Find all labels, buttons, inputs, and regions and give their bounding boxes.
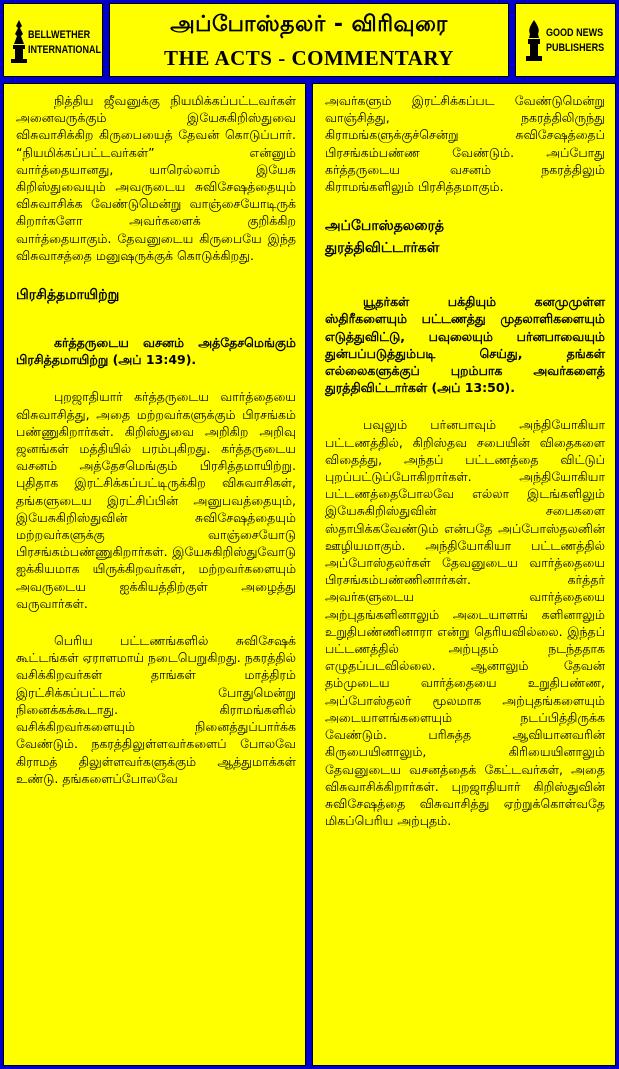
bellwether-logo: [3, 3, 103, 77]
logo-left-line1: BELLWETHER: [28, 29, 91, 41]
paragraph: பெரிய பட்டணங்களில் சுவிசேஷக் கூட்டங்கள் ஏராளமாய் நடைபெறுகிறது. நகரத்தில் வசிக்கிறவர்கள் தாங்கள் மாத்திரம் இரட்சிக்கப்பட்டால் போதுமென்று நினைக்கக்கூடாது. கிராமங்களில் வசிக்கிறவர்களையும் நினைத்துப்பார்க்க வேண்டும். நகரத்திலுள்ளவர்களைப் போலவே கிராமத் திலுள்ளவர்களுக்கும் ஆத்துமாக்கள் உண்டு. தங்களைப்போலவே: [16, 633, 296, 786]
logo-right-line1: GOOD NEWS: [546, 27, 604, 39]
lamp-icon: [524, 18, 544, 64]
title-english: THE ACTS - COMMENTARY: [164, 46, 454, 70]
right-column: [312, 83, 616, 1066]
logo-right-line2: PUBLISHERS: [546, 42, 605, 54]
good-news-logo-text: [546, 26, 604, 56]
paragraph: பவுலும் பர்னபாவும் அந்தியோகியா பட்டணத்தில், கிறிஸ்தவ சபையின் விதைகளை விதைத்து, அந்தப் பட்டணத்தை விட்டுப் புறப்பட்டுப்போகிறார்கள். அந்தியோகியா பட்டணத்தைபோலவே எல்லா இடங்களிலும் இயேசுகிறிஸ்துவின் சபைகளை ஸ்தாபிக்கவேண்டும் என்பதே அப்போஸ்தலனின் ஊழியமாகும். அந்தியோகியா பட்டணத்தில் அப்போஸ்தலர்கள் தேவனுடைய வார்த்தையை பிரசங்கம்பண்ணினார்கள். கர்த்தர் அவர்களுடைய வார்த்தையை அற்புதங்களினாலும் அடையாளங் களினாலும் உறுதிபண்ணினாரா என்று தெரியவில்லை. இந்தப் பட்டணத்தில் அற்புதம் நடந்ததாக எழுதப்படவில்லை. ஆனாலும் தேவன் தம்முடைய வார்த்தையை உறுதிபண்ண, அப்போஸ்தலர் மூலமாக அற்புதங்களையும் அடையாளங்களையும் நடப்பித்திருக்க வேண்டும். பரிசுத்த ஆவியானவரின் கிருபையினாலும், கிரியையினாலும் தேவனுடைய வசனத்தைக் கேட்டவர்கள், அதை விசுவாசிக்கிறார்கள். புறஜாதியார் கிறிஸ்துவின் சுவிசேஷத்தை விசுவாசித்து ஏற்றுக்கொள்வதே மிகப்பெரிய அற்புதம்.: [325, 417, 605, 829]
paragraph: புறஜாதியார் கர்த்தருடைய வார்த்தையை விசுவாசித்து, அதை மற்றவர்களுக்கும் பிரசங்கம் பண்ணுகிறார்கள். கிறிஸ்துவை அறிகிற அறிவு ஜனங்கள் மத்தியில் பரம்புகிறது. கர்த்தருடைய வசனம் அத்தேசமெங்கும் பிரசித்தமாயிற்று. புதிதாக இரட்சிக்கப்பட்டிருக்கிற விசுவாசிகள், தங்களுடைய இரட்சிப்பின் அனுபவத்தையும், இயேசுகிறிஸ்துவின் சுவிசேஷத்தையும் மற்றவர்களுக்கு வாஞ்சையோடு பிரசங்கம்பண்ணுகிறார்கள். இயேசுகிறிஸ்துவோடு ஐக்கியமாக யிருக்கிறவர்கள், மற்றவர்களையும் அவருடைய ஐக்கியத்திற்குள் அழைத்து வருவார்கள்.: [16, 389, 296, 611]
good-news-logo: [515, 3, 616, 77]
paragraph: நித்திய ஜீவனுக்கு நியமிக்கப்பட்டவர்கள் அனைவருக்கும் இயேசுகிறிஸ்துவை விசுவாசிக்கிற கிருபையைத் தேவன் கொடுப்பார். “நியமிக்கப்பட்டவர்கள்” என்னும் வார்த்தையானது, யாரெல்லாம் இயேசு கிறிஸ்துவையும் அவருடைய சுவிசேஷத்தையும் விசுவாசிக்க வேண்டுமென்று வாஞ்சையோடிருக் கிறார்களோ அவர்களைக் குறிக்கிற வார்த்தையாகும். தேவனுடைய கிருபையே இந்த விசுவாசத்தை மனுஷருக்குக் கொடுக்கிறது.: [16, 93, 296, 263]
section-heading: அப்போஸ்தலரைத் துரத்திவிட்டார்கள்: [325, 218, 445, 257]
title-box: [109, 3, 509, 77]
bellwether-logo-text: [28, 28, 101, 58]
left-column: [3, 83, 306, 1066]
verse-quote: யூதர்கள் பக்தியும் கனமுமுள்ள ஸ்திரீகளையும் பட்டணத்து முதலாளிகளையும் எடுத்துவிட்டு, பவுலையும் பர்னபாவையும் துன்பப்படுத்தும்படி செய்து, தங்கள் எல்லைகளுக்குப் புறம்பாக அவர்களைத் துரத்திவிட்டார்கள் (அப் 13:50).: [325, 294, 605, 396]
paragraph: அவர்களும் இரட்சிக்கப்பட வேண்டுமென்று வாஞ்சித்து, நகரத்திலிருந்து கிராமங்களுக்குச்சென்று சுவிசேஷத்தைப் பிரசங்கம்பண்ண வேண்டும். அப்போது கர்த்தருடைய வசனம் நகரத்திலும் கிராமங்களிலும் பிரசித்தமாகும்.: [325, 93, 605, 195]
section-heading: பிரசித்தமாயிற்று: [16, 287, 120, 304]
lamp-icon: [10, 18, 28, 64]
logo-left-line2: INTERNATIONAL: [28, 44, 101, 56]
verse-quote: கர்த்தருடைய வசனம் அத்தேசமெங்கும் பிரசித்தமாயிற்று (அப் 13:49).: [16, 335, 296, 368]
title-tamil: அப்போஸ்தலர் - விரிவுரை: [170, 12, 448, 37]
